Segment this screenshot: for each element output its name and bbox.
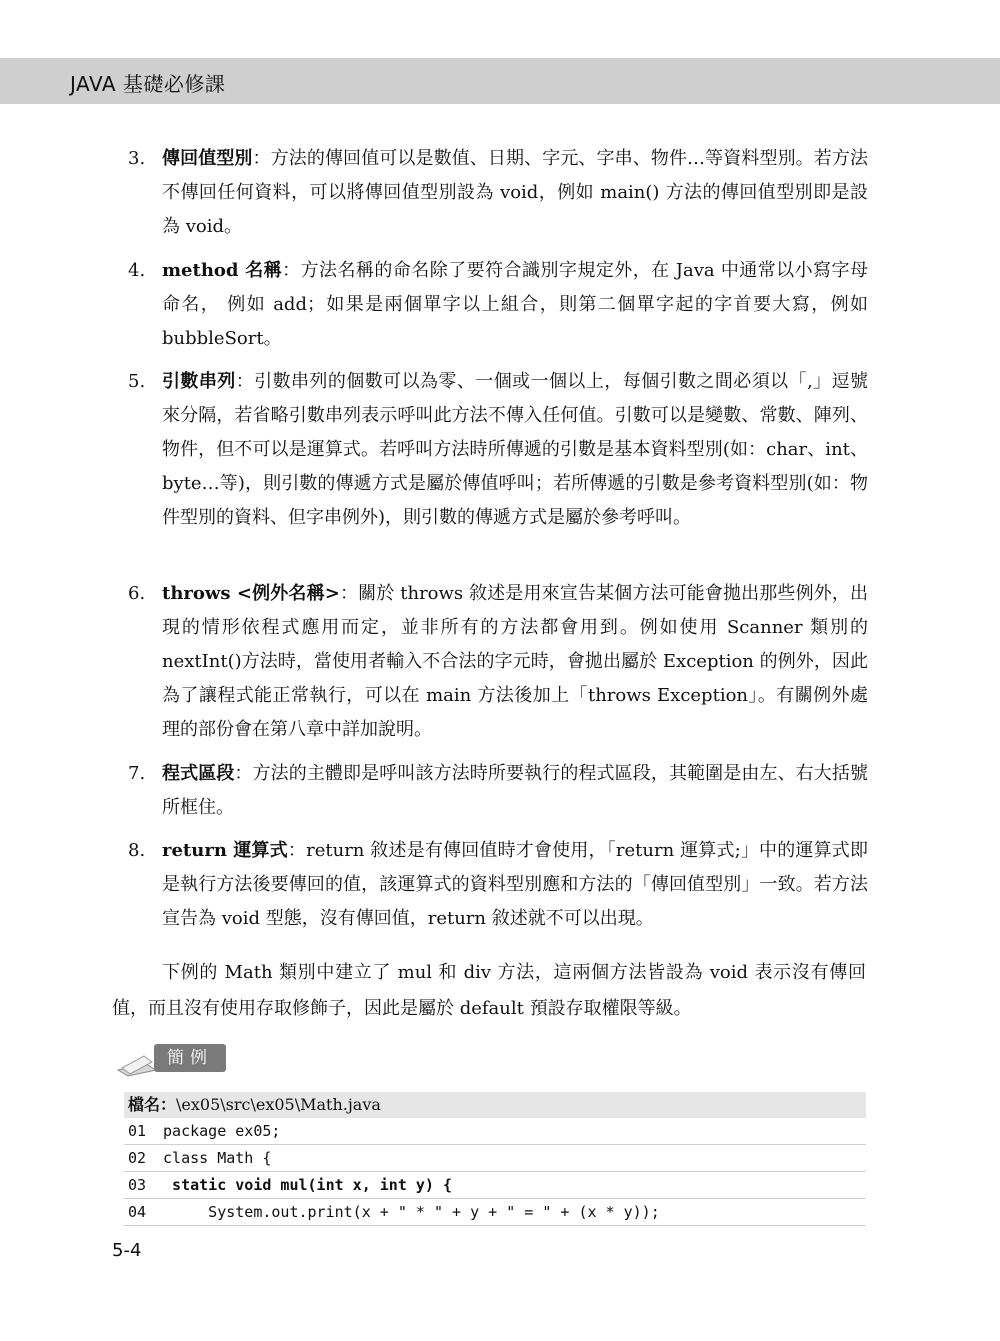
item-text: ：return 敘述是有傳回值時才會使用，「return 運算式;」中的運算式即是執行方法後要傳回的值，該運算式的資料型別應和方法的「傳回值型別」一致。若方法宣告為 void 型態，沒有傳回值，return 敘述就不可以出現。 <box>162 840 868 929</box>
item-text: ：方法的傳回值可以是數值、日期、字元、字串、物件…等資料型別。若方法不傳回任何資料，可以將傳回值型別設為 void，例如 main() 方法的傳回值型別即是設為 void。 <box>162 148 869 237</box>
item-term: method 名稱 <box>162 260 283 281</box>
list-item <box>128 365 868 535</box>
file-label: 檔名： <box>128 1095 177 1114</box>
code-text: System.out.print(x + " * " + y + " = " + (x * y)); <box>154 1203 660 1221</box>
item-term: 程式區段 <box>162 763 235 784</box>
code-line <box>124 1199 866 1226</box>
item-text: ：方法的主體即是呼叫該方法時所要執行的程式區段，其範圍是由左、右大括號所框住。 <box>162 763 868 818</box>
book-title: JAVA 基礎必修課 <box>70 72 226 96</box>
line-number: 04 <box>128 1203 147 1221</box>
item-number: 4. <box>128 260 146 281</box>
item-number: 7. <box>128 763 146 784</box>
code-line <box>124 1145 866 1172</box>
line-number: 02 <box>128 1149 147 1167</box>
item-number: 3. <box>128 148 146 169</box>
line-number: 03 <box>128 1176 147 1194</box>
list-item <box>128 757 868 825</box>
code-text: class Math { <box>154 1149 272 1167</box>
list-item <box>128 254 868 356</box>
body-paragraph: 下例的 Math 類別中建立了 mul 和 div 方法，這兩個方法皆設為 void 表示沒有傳回值，而且沒有使用存取修飾子，因此是屬於 default 預設存取權限等級。 <box>112 962 866 1019</box>
page-number: 5-4 <box>112 1240 142 1261</box>
item-term: throws <例外名稱> <box>162 583 340 604</box>
item-text: ：引數串列的個數可以為零、一個或一個以上，每個引數之間必須以「,」逗號來分隔，若省略引數串列表示呼叫此方法不傳入任何值。引數可以是變數、常數、陣列、物件，但不可以是運算式。若呼叫方法時所傳遞的引數是基本資料型別(如：char、int、byte…等)，則引數的傳遞方式是屬於傳值呼叫；若所傳遞的引數是參考資料型別(如：物件型別的資料、但字串例外)，則引數的傳遞方式是屬於參考呼叫。 <box>162 371 869 528</box>
list-item <box>128 142 868 244</box>
notebook-icon <box>116 1048 158 1078</box>
line-number: 01 <box>128 1122 147 1140</box>
item-text: ：關於 throws 敘述是用來宣告某個方法可能會拋出那些例外，出現的情形依程式應用而定，並非所有的方法都會用到。例如使用 Scanner 類別的 nextInt()方法時，當使用者輸入不合法的字元時，會拋出屬於 Exception 的例外，因此為了讓程式能正常執行，可以在 main 方法後加上「throws Exception」。有關例外處理的部份會在第八章中詳加說明。 <box>162 583 869 740</box>
code-listing <box>124 1092 866 1226</box>
list-item <box>128 577 868 747</box>
example-label: 簡例 <box>154 1044 226 1072</box>
file-path: \ex05\src\ex05\Math.java <box>176 1095 381 1114</box>
code-text: package ex05; <box>154 1122 281 1140</box>
item-term: 引數串列 <box>162 371 236 392</box>
file-name-row <box>124 1092 866 1118</box>
item-number: 8. <box>128 840 146 861</box>
item-term: 傳回值型別 <box>162 148 253 169</box>
code-line <box>124 1118 866 1145</box>
code-line <box>124 1172 866 1199</box>
code-text: static void mul(int x, int y) { <box>154 1176 453 1194</box>
item-number: 5. <box>128 371 146 392</box>
item-number: 6. <box>128 583 146 604</box>
item-text: ：方法名稱的命名除了要符合識別字規定外，在 Java 中通常以小寫字母命名， 例如 add；如果是兩個單字以上組合，則第二個單字起的字首要大寫，例如 bubbleSort。 <box>162 260 868 349</box>
item-term: return 運算式 <box>162 840 288 861</box>
list-item <box>128 834 868 936</box>
running-header <box>0 58 1000 104</box>
example-tag <box>116 1042 216 1078</box>
